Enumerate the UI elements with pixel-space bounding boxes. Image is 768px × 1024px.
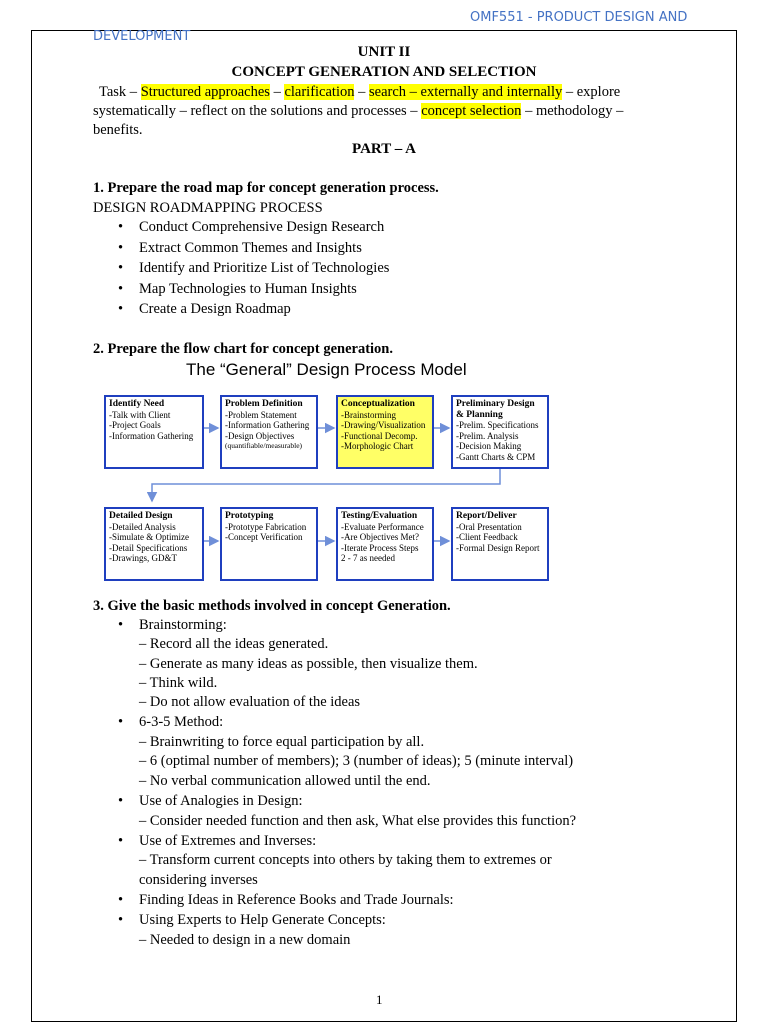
method-detail: – Generate as many ideas as possible, then visualize them. bbox=[139, 656, 478, 672]
method-name: 6-3-5 Method: bbox=[139, 714, 224, 730]
unit-heading: UNIT II bbox=[357, 44, 411, 60]
method-detail: – Transform current concepts into others by taking them to extremes or bbox=[139, 852, 552, 868]
flow-box-identify-need: Identify Need -Talk with Client -Project Goals -Information Gathering bbox=[104, 395, 204, 469]
method-detail: – Brainwriting to force equal participation by all. bbox=[139, 734, 425, 750]
roadmap-item: Map Technologies to Human Insights bbox=[139, 281, 357, 297]
highlight: clarification bbox=[284, 84, 355, 100]
q3-question: 3. Give the basic methods involved in concept Generation. bbox=[93, 598, 451, 614]
method-name: Using Experts to Help Generate Concepts: bbox=[139, 912, 386, 928]
method-detail: – Needed to design in a new domain bbox=[139, 932, 351, 948]
diagram-title: The “General” Design Process Model bbox=[186, 360, 467, 379]
roadmap-item: Extract Common Themes and Insights bbox=[139, 240, 362, 256]
method-name: Use of Extremes and Inverses: bbox=[139, 833, 317, 849]
part-heading: PART – A bbox=[352, 141, 416, 157]
intro-line-3: benefits. bbox=[93, 122, 143, 138]
bullet-icon: • bbox=[118, 912, 124, 928]
flow-box-prototyping: Prototyping -Prototype Fabrication -Concept Verification bbox=[220, 507, 318, 581]
unit-title: CONCEPT GENERATION AND SELECTION bbox=[231, 64, 537, 80]
flow-box-problem-definition: Problem Definition -Problem Statement -Information Gathering -Design Objectives (quantifiable/measurable) bbox=[220, 395, 318, 469]
flow-box-report-deliver: Report/Deliver -Oral Presentation -Client Feedback -Formal Design Report bbox=[451, 507, 549, 581]
roadmap-item: Create a Design Roadmap bbox=[139, 301, 291, 317]
bullet-icon: • bbox=[118, 240, 124, 256]
q1-subtitle: DESIGN ROADMAPPING PROCESS bbox=[93, 200, 323, 216]
q2-question: 2. Prepare the flow chart for concept generation. bbox=[93, 341, 393, 357]
header-course-line1: OMF551 - PRODUCT DESIGN AND bbox=[470, 10, 688, 25]
page-number: 1 bbox=[376, 992, 383, 1007]
bullet-icon: • bbox=[118, 301, 124, 317]
bullet-icon: • bbox=[118, 892, 124, 908]
highlight: concept selection bbox=[421, 103, 522, 119]
bullet-icon: • bbox=[118, 714, 124, 730]
intro-line-2: systematically – reflect on the solutions and processes – concept selection – methodology – bbox=[93, 103, 624, 119]
flow-box-conceptualization: Conceptualization -Brainstorming -Drawing/Visualization -Functional Decomp. -Morphologic Chart bbox=[336, 395, 434, 469]
roadmap-item: Identify and Prioritize List of Technologies bbox=[139, 260, 390, 276]
bullet-icon: • bbox=[118, 260, 124, 276]
roadmap-item: Conduct Comprehensive Design Research bbox=[139, 219, 385, 235]
bullet-icon: • bbox=[118, 219, 124, 235]
bullet-icon: • bbox=[118, 617, 124, 633]
method-detail: considering inverses bbox=[139, 872, 258, 888]
method-detail: – 6 (optimal number of members); 3 (number of ideas); 5 (minute interval) bbox=[139, 753, 574, 769]
method-detail: – No verbal communication allowed until the end. bbox=[139, 773, 431, 789]
intro-line-1: Task – Structured approaches – clarification – search – externally and internally – explore bbox=[99, 84, 621, 100]
bullet-icon: • bbox=[118, 281, 124, 297]
method-name: Brainstorming: bbox=[139, 617, 227, 633]
flow-box-testing-evaluation: Testing/Evaluation -Evaluate Performance -Are Objectives Met? -Iterate Process Steps 2 - 7 as needed bbox=[336, 507, 434, 581]
q1-question: 1. Prepare the road map for concept generation process. bbox=[93, 180, 439, 196]
flow-arrow bbox=[152, 469, 500, 501]
method-detail: – Consider needed function and then ask, What else provides this function? bbox=[139, 813, 577, 829]
flow-box-detailed-design: Detailed Design -Detailed Analysis -Simulate & Optimize -Detail Specifications -Drawings, GD&T bbox=[104, 507, 204, 581]
flow-box-preliminary-design: Preliminary Design & Planning -Prelim. Specifications -Prelim. Analysis -Decision Making -Gantt Charts & CPM bbox=[451, 395, 549, 469]
bullet-icon: • bbox=[118, 793, 124, 809]
method-name: Finding Ideas in Reference Books and Trade Journals: bbox=[139, 892, 454, 908]
bullet-icon: • bbox=[118, 833, 124, 849]
highlight: Structured approaches bbox=[140, 84, 270, 100]
method-detail: – Think wild. bbox=[139, 675, 218, 691]
header-course-line2: DEVELOPMENT bbox=[93, 29, 191, 44]
method-detail: – Record all the ideas generated. bbox=[139, 636, 329, 652]
highlight: search – externally and internally bbox=[368, 84, 563, 100]
method-name: Use of Analogies in Design: bbox=[139, 793, 303, 809]
method-detail: – Do not allow evaluation of the ideas bbox=[139, 694, 361, 710]
